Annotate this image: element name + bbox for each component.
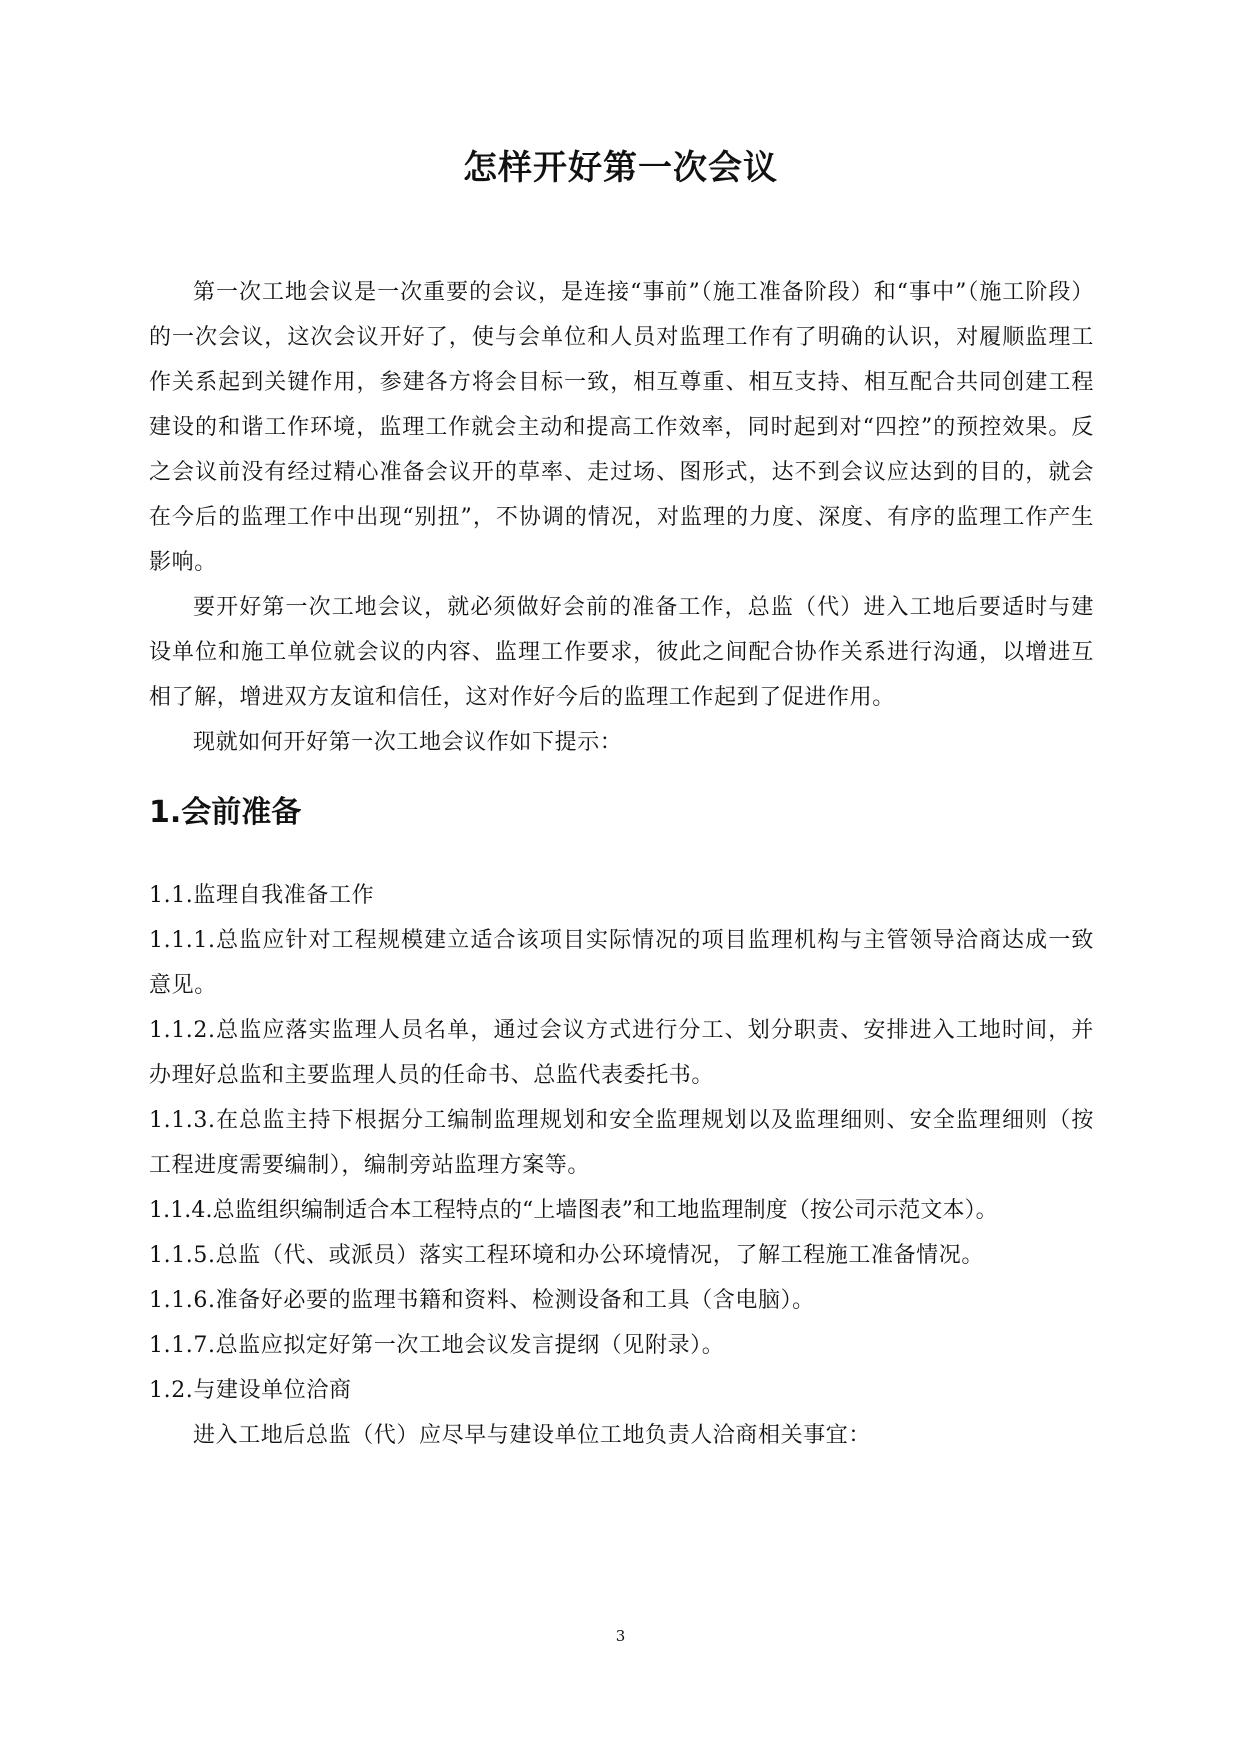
page-number: 3: [615, 1627, 626, 1645]
list-item: 1.1.7.总监应拟定好第一次工地会议发言提纲（见附录）。: [149, 1333, 725, 1358]
list-item: 1.1.3.在总监主持下根据分工编制监理规划和安全监理规划以及监理细则、安全监理细则（按工程进度需要编制），编制旁站监理方案等。: [149, 1108, 1094, 1178]
intro-paragraph-3: 现就如何开好第一次工地会议作如下提示：: [193, 730, 623, 755]
document-title: 怎样开好第一次会议: [463, 148, 778, 188]
list-item: 1.1.6.准备好必要的监理书籍和资料、检测设备和工具（含电脑）。: [149, 1288, 815, 1313]
list-item: 1.1.1.总监应针对工程规模建立适合该项目实际情况的项目监理机构与主管领导洽商达成一致意见。: [149, 928, 1094, 998]
list-item: 1.1.监理自我准备工作: [149, 883, 375, 908]
intro-paragraph-2: 要开好第一次工地会议，就必须做好会前的准备工作，总监（代）进入工地后要适时与建设单位和施工单位就会议的内容、监理工作要求，彼此之间配合协作关系进行沟通，以增进互相了解，增进双方友谊和信任，这对作好今后的监理工作起到了促进作用。: [149, 595, 1094, 710]
document-body: [149, 270, 1094, 1458]
closing-paragraph: 进入工地后总监（代）应尽早与建设单位工地负责人洽商相关事宜：: [193, 1423, 872, 1448]
list-item: 1.1.2.总监应落实监理人员名单，通过会议方式进行分工、划分职责、安排进入工地时间，并办理好总监和主要监理人员的任命书、总监代表委托书。: [149, 1018, 1094, 1088]
list-item: 1.1.5.总监（代、或派员）落实工程环境和办公环境情况，了解工程施工准备情况。: [149, 1243, 984, 1268]
list-item: 1.2.与建设单位洽商: [149, 1378, 352, 1403]
section-heading: 1.会前准备: [149, 795, 302, 830]
intro-paragraph-1: 第一次工地会议是一次重要的会议，是连接“事前”（施工准备阶段）和“事中”（施工阶段）的一次会议，这次会议开好了，使与会单位和人员对监理工作有了明确的认识，对履顺监理工作关系起到关键作用，参建各方将会目标一致，相互尊重、相互支持、相互配合共同创建工程建设的和谐工作环境，监理工作就会主动和提高工作效率，同时起到对“四控”的预控效果。反之会议前没有经过精心准备会议开的草率、走过场、图形式，达不到会议应达到的目的，就会在今后的监理工作中出现“别扭”，不协调的情况，对监理的力度、深度、有序的监理工作产生影响。: [149, 280, 1094, 575]
list-item: 1.1.4.总监组织编制适合本工程特点的“上墙图表”和工地监理制度（按公司示范文本）。: [149, 1198, 998, 1223]
